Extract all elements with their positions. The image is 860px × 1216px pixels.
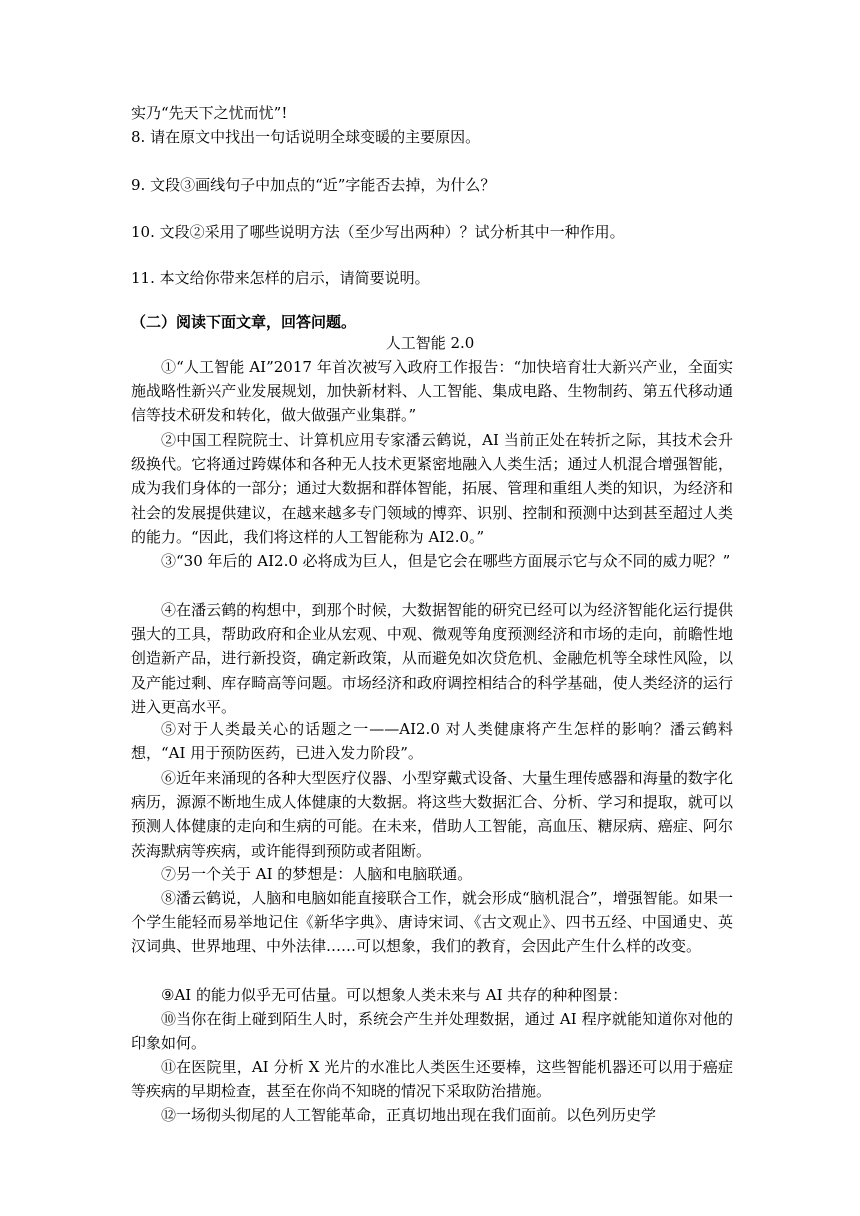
article-title: 人工智能 2.0 bbox=[385, 334, 475, 352]
section-heading: （二）阅读下面文章，回答问题。 bbox=[131, 313, 357, 331]
paragraph-9: ⑨AI 的能力似乎无可估量。可以想象人类未来与 AI 共存的种种图景： bbox=[161, 986, 628, 1004]
question-8: 8. 请在原文中找出一句话说明全球变暖的主要原因。 bbox=[131, 128, 481, 146]
paragraph-8: ⑧潘云鹤说，人脑和电脑如能直接联合工作，就会形成“脑机混合”，增强智能。如果一个学生能轻而易举地记住《新华字典》、唐诗宋词、《古文观止》、四书五经、中国通史、英汉词典、世界地理、中外法律……可以想象，我们的教育，会因此产生什么样的改变。 bbox=[131, 889, 733, 956]
paragraph-10: ⑩当你在街上碰到陌生人时，系统会产生并处理数据，通过 AI 程序就能知道你对他的印象如何。 bbox=[131, 1010, 733, 1053]
paragraph-1: ①“人工智能 AI”2017 年首次被写入政府工作报告：“加快培育壮大新兴产业，全面实施战略性新兴产业发展规划，加快新材料、人工智能、集成电路、生物制药、第五代移动通信等技术研发和转化，做大做强产业集群。” bbox=[131, 358, 733, 425]
paragraph-5: ⑤对于人类最关心的话题之一——AI2.0 对人类健康将产生怎样的影响？潘云鹤料想，“AI 用于预防医药，已进入发力阶段”。 bbox=[131, 720, 733, 763]
intro-tail-text: 实乃“先天下之忧而忧”! bbox=[131, 104, 288, 122]
paragraph-11: ⑪在医院里，AI 分析 X 光片的水准比人类医生还要棒，这些智能机器还可以用于癌症等疾病的早期检查，甚至在你尚不知晓的情况下采取防治措施。 bbox=[131, 1058, 733, 1101]
paragraph-3: ③“30 年后的 AI2.0 必将成为巨人，但是它会在哪些方面展示它与众不同的威力呢？” bbox=[161, 552, 731, 570]
paragraph-6: ⑥近年来涌现的各种大型医疗仪器、小型穿戴式设备、大量生理传感器和海量的数字化病历，源源不断地生成人体健康的大数据。将这些大数据汇合、分析、学习和提取，就可以预测人体健康的走向和生病的可能。在未来，借助人工智能，高血压、糖尿病、癌症、阿尔茨海默病等疾病，或许能得到预防或者阻断。 bbox=[131, 769, 733, 860]
question-9: 9. 文段③画线句子中加点的“近”字能否去掉，为什么？ bbox=[131, 176, 496, 194]
paragraph-12: ⑫一场彻头彻尾的人工智能革命，正真切地出现在我们面前。以色列历史学 bbox=[161, 1106, 657, 1124]
paragraph-2: ②中国工程院院士、计算机应用专家潘云鹤说，AI 当前正处在转折之际，其技术会升级换代。它将通过跨媒体和各种无人技术更紧密地融入人类生活；通过人机混合增强智能，成为我们身体的一部分；通过大数据和群体智能，拓展、管理和重组人类的知识，为经济和社会的发展提供建议，在越来越多专门领域的博弈、识别、控制和预测中达到甚至超过人类的能力。“因此，我们将这样的人工智能称为 AI2.0。” bbox=[131, 431, 733, 546]
question-10: 10. 文段②采用了哪些说明方法（至少写出两种）？试分析其中一种作用。 bbox=[131, 223, 625, 241]
paragraph-7: ⑦另一个关于 AI 的梦想是：人脑和电脑联通。 bbox=[161, 865, 473, 883]
paragraph-4: ④在潘云鹤的构想中，到那个时候，大数据智能的研究已经可以为经济智能化运行提供强大的工具，帮助政府和企业从宏观、中观、微观等角度预测经济和市场的走向，前瞻性地创造新产品，进行新投资，确定新政策，从而避免如次贷危机、金融危机等全球性风险，以及产能过剩、库存畸高等问题。市场经济和政府调控相结合的科学基础，使人类经济的运行进入更高水平。 bbox=[131, 601, 733, 716]
question-11: 11. 本文给你带来怎样的启示，请简要说明。 bbox=[131, 269, 430, 287]
